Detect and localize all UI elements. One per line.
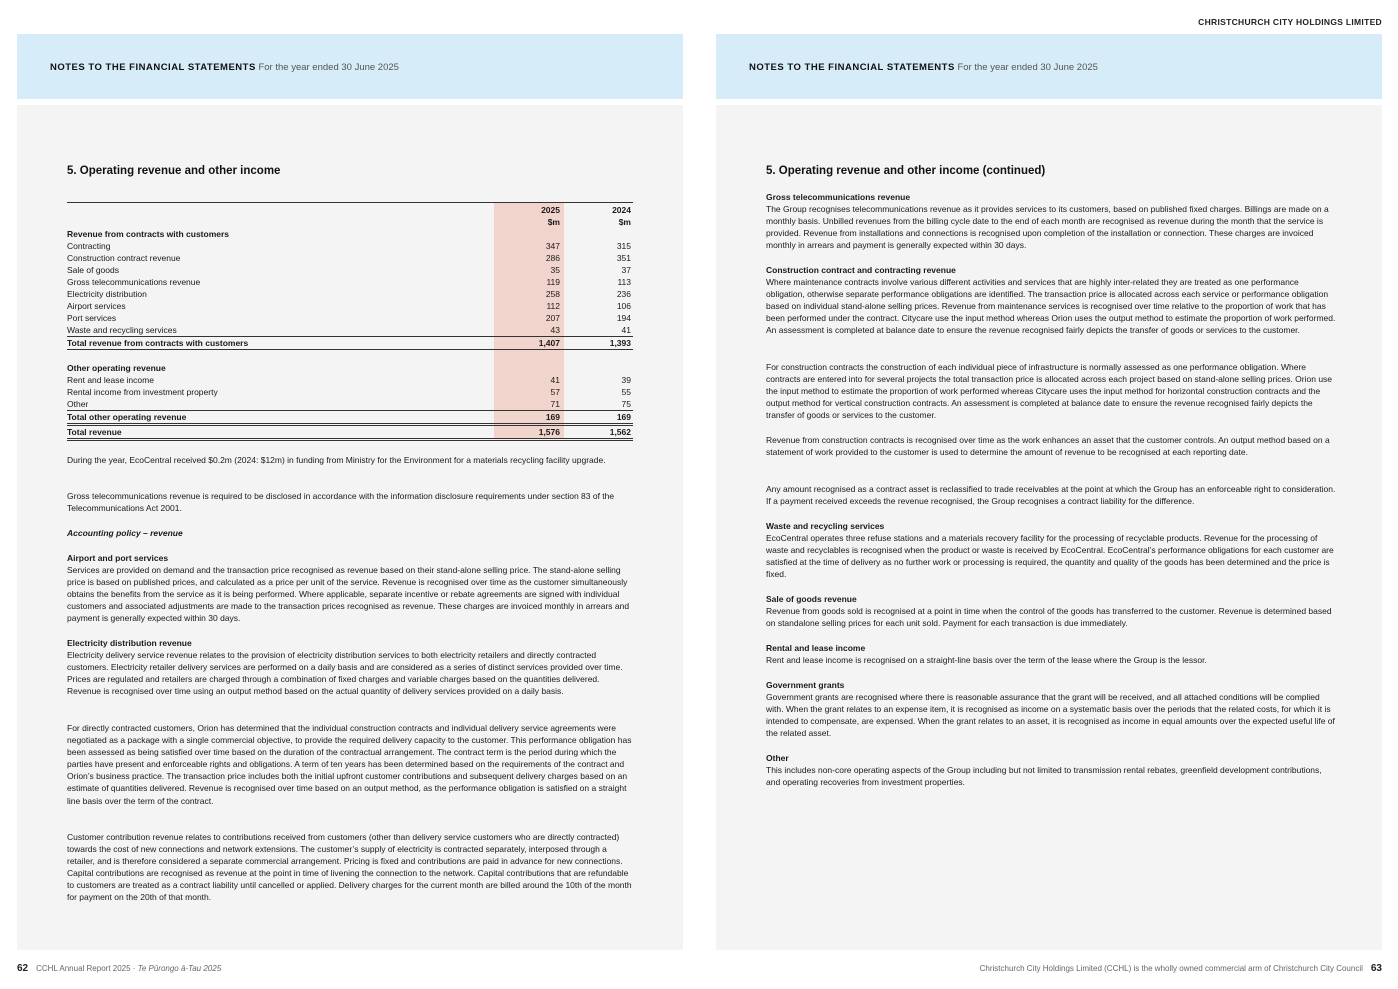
col-year: 2025 xyxy=(541,205,560,215)
value-2025: 112 xyxy=(546,301,560,311)
value-2024: 106 xyxy=(616,301,631,311)
table-row xyxy=(67,398,633,411)
left-page xyxy=(17,34,683,950)
direct-customers-paragraph: For directly contracted customers, Orion has determined that the individual construction contracts and individual delivery service agreements were negotiated as a package with a single commercial objective, to provide the required delivery capacity to the customer. This performance obligation has been assessed as being satisfied over time based on the duration of the contractual arrangement. The contract term is the period during which the parties have present and enforceable rights and obligations. A term of ten years has been determined based on the requirements of the contract and Orion’s business practice. The transaction price includes both the initial upfront customer contributions and subsequent delivery charges based on an estimate of quantities delivered. Revenue is recognised over time based on an output method, as the performance obligation is satisfied on a straight line basis over the term of the contract. xyxy=(67,723,632,806)
table-row xyxy=(67,228,633,240)
construction-heading: Construction contract and contracting revenue xyxy=(766,265,956,275)
table-row xyxy=(67,374,633,386)
row-label: Total revenue from contracts with customers xyxy=(67,338,249,348)
funding-note: During the year, EcoCentral received $0.2m (2024: $12m) in funding from Ministry for the Environment for a materials recycling facility upgrade. xyxy=(67,455,606,465)
banner-heading: NOTES TO THE FINANCIAL STATEMENTS xyxy=(50,62,256,73)
value-2024: 351 xyxy=(616,253,631,263)
footer-text: CCHL Annual Report 2025 · xyxy=(36,964,138,973)
total-row xyxy=(67,411,633,426)
footer-text: Christchurch City Holdings Limited (CCHL) is the wholly owned commercial arm of Christchurch City Council xyxy=(979,964,1363,973)
value-2025: 71 xyxy=(550,399,560,409)
table-row xyxy=(67,288,633,300)
policy-heading xyxy=(67,527,633,539)
waste-text: EcoCentral operates three refuse stations and a materials recovery facility for the processing of recyclable products. Revenue for the processing of waste and recyclables is recognised when the product or waste is received by EcoCentral. EcoCentral’s performance obligations for each customer are satisfied at the time of delivery as no further work or processing is required, the quantity and quality of the goods has been determined and the price is fixed. xyxy=(766,533,1334,580)
value-2024: 37 xyxy=(621,265,631,275)
grand-total-row xyxy=(67,426,633,441)
row-label: Contracting xyxy=(67,241,111,251)
section-title: 5. Operating revenue and other income (continued) xyxy=(766,165,1046,177)
value-2024: 1,393 xyxy=(609,338,631,348)
table-row xyxy=(67,276,633,288)
row-label: Sale of goods xyxy=(67,265,119,275)
row-label: Electricity distribution xyxy=(67,289,147,299)
value-2025: 347 xyxy=(545,241,560,251)
construction-paragraph-4: Any amount recognised as a contract asset is reclassified to trade receivables at the point at which the Group has an enforceable right to consideration. If a payment received exceeds the revenue recognised, the Group recognises a contract liability for the difference. xyxy=(766,484,1336,507)
table-row xyxy=(67,252,633,264)
value-2025: 1,576 xyxy=(538,427,560,437)
col-unit: $m xyxy=(618,217,631,227)
row-label: Total other operating revenue xyxy=(67,412,187,422)
construction-text: Where maintenance contracts involve various different activities and services that are highly inter-related they are treated as one performance obligation, otherwise separate performance obligations are identified. The transaction price is allocated across each service or performance obligation based on individual stand-alone selling prices. Revenue from maintenance services is recognised over time relative to the proportion of work that has been performed under the contract. Citycare use the input method whereas Orion uses the output method to estimate the proportion of work performed. An assessment is completed at balance date to ensure the revenue recognised fairly depicts the transfer of goods or services to the customer. xyxy=(766,277,1336,336)
electricity-text: Electricity delivery service revenue relates to the provision of electricity distribution services to both electricity retailers and directly contracted customers. Electricity retailer delivery services are performed on a daily basis and are considered as a series of distinct services provided over time. Prices are regulated and retailers are charged through a combination of fixed charges and variable charges based on the quantities delivered. Revenue is recognised over time using an output method based on the actual quantity of delivery services provided on a daily basis. xyxy=(67,650,623,697)
col-2024-header xyxy=(564,204,631,228)
waste-section xyxy=(766,520,1336,580)
banner-heading: NOTES TO THE FINANCIAL STATEMENTS xyxy=(749,62,955,73)
rent-heading: Rental and lease income xyxy=(766,643,866,653)
section-title: 5. Operating revenue and other income xyxy=(67,165,281,177)
banner-title xyxy=(50,62,399,73)
other-heading: Other xyxy=(766,753,789,763)
value-2025: 1,407 xyxy=(538,338,560,348)
table-row xyxy=(67,362,633,374)
right-page xyxy=(716,34,1382,950)
waste-heading: Waste and recycling services xyxy=(766,521,885,531)
page-banner xyxy=(716,34,1382,99)
footer-right xyxy=(980,963,1382,974)
value-2024: 75 xyxy=(621,399,631,409)
row-label: Waste and recycling services xyxy=(67,325,177,335)
value-2025: 41 xyxy=(550,375,560,385)
other-section xyxy=(766,752,1336,788)
page-banner xyxy=(17,34,683,99)
telco-heading: Gross telecommunications revenue xyxy=(766,192,911,202)
airport-heading: Airport and port services xyxy=(67,553,169,563)
page-number: 63 xyxy=(1370,963,1382,974)
table-row xyxy=(67,324,633,337)
value-2025: 258 xyxy=(545,289,560,299)
sale-section xyxy=(766,593,1336,629)
row-label: Total revenue xyxy=(67,427,122,437)
grants-text: Government grants are recognised where there is reasonable assurance that the grant will be received, and all attached conditions will be complied with. When the grant relates to an expense item, it is recognised as income on a systematic basis over the periods that the related costs, for which it is intended to compensate, are expensed. When the grant relates to an asset, it is recognised as income in equal amounts over the expected useful life of the related asset. xyxy=(766,692,1335,739)
row-label: Other operating revenue xyxy=(67,363,166,373)
value-2024: 236 xyxy=(616,289,631,299)
telco-disclosure-note: Gross telecommunications revenue is required to be disclosed in accordance with the information disclosure requirements under section 83 of the Telecommunications Act 2001. xyxy=(67,491,615,514)
company-name: CHRISTCHURCH CITY HOLDINGS LIMITED xyxy=(1198,17,1382,27)
row-label: Revenue from contracts with customers xyxy=(67,229,230,239)
row-label: Other xyxy=(67,399,89,409)
value-2024: 41 xyxy=(621,325,631,335)
value-2025: 119 xyxy=(546,277,560,287)
value-2024: 169 xyxy=(616,412,631,422)
other-text: This includes non-core operating aspects of the Group including but not limited to transmission rental rebates, greenfield development contributions, and operating recoveries from investment properties. xyxy=(766,765,1322,788)
airport-section xyxy=(67,552,633,625)
telco-section xyxy=(766,191,1336,251)
value-2025: 169 xyxy=(545,412,560,422)
table-row xyxy=(67,300,633,312)
construction-paragraph-2: For construction contracts the construction of each individual piece of infrastructure is normally assessed as one performance obligation. Where contracts are entered into for several projects the total transaction price is allocated across each project based on stand-alone selling prices. Orion use the input method to estimate the proportion of work performed whereas Citycare uses the input method for horizontal construction contracts and the output method for vertical construction contracts. An assessment is completed at balance date to ensure the revenue recognised fairly depicts the transfer of goods or services to the customer. xyxy=(766,362,1333,421)
banner-subtitle: For the year ended 30 June 2025 xyxy=(957,62,1098,73)
table-row xyxy=(67,386,633,398)
policy-heading-text: Accounting policy – revenue xyxy=(67,528,183,538)
value-2025: 35 xyxy=(550,265,560,275)
value-2025: 57 xyxy=(550,387,560,397)
row-label: Port services xyxy=(67,313,117,323)
grants-section xyxy=(766,679,1336,739)
page-number: 62 xyxy=(17,963,29,974)
table-row xyxy=(67,312,633,324)
value-2024: 315 xyxy=(616,241,631,251)
banner-subtitle: For the year ended 30 June 2025 xyxy=(258,62,399,73)
airport-text: Services are provided on demand and the transaction price recognised as revenue based on their stand-alone selling price. The stand-alone selling price is based on published prices, and calculated as a price per unit of the service. Revenue is recognised over time as the customer simultaneously obtains the benefits from the service as it is being performed. Where applicable, separate incentive or rebate agreements are signed with individual customers and associated adjustments are made to the transaction prices recognised as revenue. These charges are invoiced monthly in arrears and payment is generally expected within 30 days. xyxy=(67,565,630,624)
col-unit: $m xyxy=(547,217,560,227)
row-label: Construction contract revenue xyxy=(67,253,181,263)
footer-maori-title: Te Pūrongo ā-Tau 2025 xyxy=(137,964,222,973)
electricity-section xyxy=(67,637,633,697)
value-2024: 113 xyxy=(617,277,631,287)
row-label: Airport services xyxy=(67,301,126,311)
sale-text: Revenue from goods sold is recognised at a point in time when the control of the goods has transferred to the customer. Revenue is determined based on standalone selling prices for each unit sold. Payment for each transaction is due immediately. xyxy=(766,606,1332,629)
value-2024: 194 xyxy=(616,313,631,323)
customer-contribution-paragraph: Customer contribution revenue relates to contributions received from customers (other than delivery service customers who are directly contracted) towards the cost of new connections and network extensions. The customer’s supply of electricity is contracted separately, interposed through a retailer, and is therefore considered a separate commercial arrangement. Pricing is fixed and contributions are paid in advance for new connections. Capital contributions are recognised as revenue at the point in time of livening the connection to the network. Capital contributions that are refundable to customers are treated as a contract liability until cancelled or applied. Delivery charges for the current month are billed around the 10th of the month for payment on the 20th of that month. xyxy=(67,832,632,903)
value-2024: 39 xyxy=(621,375,631,385)
sale-heading: Sale of goods revenue xyxy=(766,594,857,604)
row-label: Rent and lease income xyxy=(67,375,154,385)
footer-left xyxy=(17,963,221,974)
value-2025: 43 xyxy=(550,325,560,335)
col-year: 2024 xyxy=(612,205,631,215)
value-2025: 207 xyxy=(545,313,560,323)
total-row xyxy=(67,337,633,350)
electricity-heading: Electricity distribution revenue xyxy=(67,638,192,648)
table-row xyxy=(67,264,633,276)
table-row xyxy=(67,240,633,252)
telco-text: The Group recognises telecommunications revenue as it provides services to its customers, based on published fixed charges. Billings are made on a monthly basis. Unbilled revenues from the billing cycle date to the end of each month are recognised as revenue during the month that the service is provided. Revenue from installations and connections is recognised upon completion of the installation or connection. These charges are invoiced monthly in arrears and payment is generally expected within 30 days. xyxy=(766,204,1329,251)
rent-section xyxy=(766,642,1336,666)
row-label: Gross telecommunications revenue xyxy=(67,277,201,287)
construction-section xyxy=(766,264,1336,337)
value-2024: 55 xyxy=(621,387,631,397)
construction-paragraph-3: Revenue from construction contracts is recognised over time as the work enhances an asset that the customer controls. An output method based on a statement of work provided to the customer is used to determine the amount of revenue to be recognised at each reporting date. xyxy=(766,435,1330,458)
col-2025-header xyxy=(494,204,560,228)
banner-title xyxy=(749,62,1098,73)
row-label: Rental income from investment property xyxy=(67,387,218,397)
grants-heading: Government grants xyxy=(766,680,845,690)
value-2024: 1,562 xyxy=(609,427,631,437)
value-2025: 286 xyxy=(545,253,560,263)
rent-text: Rent and lease income is recognised on a straight-line basis over the term of the lease where the Group is the lessor. xyxy=(766,655,1207,666)
